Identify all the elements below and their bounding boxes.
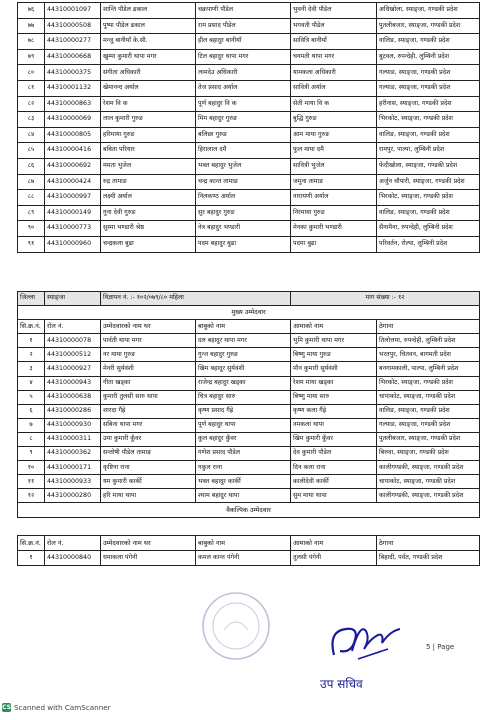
cell-father: खिम बहादुर सुर्यवंशी — [196, 362, 291, 376]
table-row — [18, 34, 480, 50]
cell-sn: १ — [18, 551, 45, 566]
col-header-sn: सि.क्र.नं. — [18, 320, 45, 334]
cell-mother: जमुना तामाङ — [291, 174, 377, 190]
cell-mother: सावित्रि बानीयाँ — [291, 34, 377, 50]
table-row — [18, 80, 480, 96]
col-header-mother: आमाको नाम — [291, 320, 377, 334]
cell-mother: तुलसी पंगेनी — [291, 551, 377, 566]
cell-address: गल्याङ, स्याङ्जा, गण्डकी प्रदेश — [377, 65, 480, 81]
cell-sn: ११ — [18, 475, 45, 489]
cell-father: कृष्ण प्रसाद गैंह्रे — [196, 404, 291, 418]
table-row — [18, 461, 480, 475]
cell-address: फेदीखोला, स्याङ्जा, गण्डकी प्रदेश — [377, 158, 480, 174]
cell-address: कालीगण्डकी, स्याङ्जा, गण्डकी प्रदेश — [377, 489, 480, 503]
table-row — [18, 65, 480, 81]
cell-name: हरिमाया गुरुङ — [101, 127, 196, 143]
table-row — [18, 551, 480, 566]
cell-roll: 44310000927 — [45, 362, 101, 376]
cell-sn: ८७ — [18, 174, 45, 190]
cell-father: मिम बहादुर गुरुङ — [196, 112, 291, 128]
cell-roll: 44310000692 — [45, 158, 101, 174]
cell-sn: ८९ — [18, 205, 45, 221]
cell-address: गल्याङ, स्याङ्जा, गण्डकी प्रदेश — [377, 80, 480, 96]
cell-sn: ७६ — [18, 3, 45, 19]
cell-roll: 44310000512 — [45, 348, 101, 362]
cell-father: श्याम बहादुर थापा — [196, 489, 291, 503]
cell-father: टिल बहादुर थापा मगर — [196, 49, 291, 65]
cell-name: खेमानन्द अर्याल — [101, 80, 196, 96]
cell-roll: 44310000277 — [45, 34, 101, 50]
cell-roll: 44310000362 — [45, 447, 101, 461]
cell-father: पूर्ण बहादुर थापा — [196, 418, 291, 432]
cell-mother: यामकला अधिकारी — [291, 65, 377, 81]
cell-roll: 44310000997 — [45, 190, 101, 206]
table-row — [18, 221, 480, 237]
cell-roll: 44310000311 — [45, 432, 101, 446]
table-row — [18, 404, 480, 418]
camscanner-logo-icon: CS — [2, 704, 11, 711]
cell-roll: 44310000960 — [45, 236, 101, 252]
alternate-candidate-table — [17, 535, 480, 566]
cell-name: पार्वती थापा मगर — [101, 334, 196, 348]
cell-father: चन्द्र कान्त तामाङ — [196, 174, 291, 190]
cell-roll: 44310000424 — [45, 174, 101, 190]
cell-mother: आम माया गुरुङ — [291, 127, 377, 143]
cell-sn: ८ — [18, 432, 45, 446]
cell-father: चित्र बहादुर सारु — [196, 390, 291, 404]
cell-sn: ७९ — [18, 49, 45, 65]
scanner-watermark — [2, 703, 111, 712]
cell-mother: बुद्धि गुरुङ — [291, 112, 377, 128]
cell-mother: कृष्ण कला गैंह्रे — [291, 404, 377, 418]
table-row — [18, 418, 480, 432]
cell-address: परिवर्तन, रोल्पा, लुम्बिनी प्रदेश — [377, 236, 480, 252]
cell-address: भिरकोट, स्याङ्जा, गण्डकी प्रदेश — [377, 376, 480, 390]
cell-address: बुटवल, रुपन्देही, लुम्बिनी प्रदेश — [377, 49, 480, 65]
cell-address: पुतलीबजार, स्याङ्जा, गण्डकी प्रदेश — [377, 18, 480, 34]
cell-sn: ८० — [18, 65, 45, 81]
cell-address: बिहादी, पर्वत, गण्डकी प्रदेश — [377, 551, 480, 566]
cell-address: वालिङ, स्याङ्जा, गण्डकी प्रदेश — [377, 205, 480, 221]
cell-address: हरीनास, स्याङ्जा, गण्डकी प्रदेश — [377, 96, 480, 112]
cell-sn: ९ — [18, 447, 45, 461]
cell-father: भक्त बहादुर भुजेल — [196, 158, 291, 174]
cell-name: मन्जु बानीयाँ के.सी. — [101, 34, 196, 50]
cell-mother: कालीदेवी कार्की — [291, 475, 377, 489]
advert-number: विज्ञापन नं. :- १०२/०७९/८० महिला — [101, 292, 291, 306]
cell-roll: 44310000286 — [45, 404, 101, 418]
cell-father: लामदेउ अधिकारी — [196, 65, 291, 81]
cell-roll: 44310000933 — [45, 475, 101, 489]
cell-sn: ४ — [18, 376, 45, 390]
cell-roll: 44310000930 — [45, 418, 101, 432]
cell-mother: देव कुमारी पौडेल — [291, 447, 377, 461]
cell-mother: बिष्णु माया गुरुङ — [291, 348, 377, 362]
cell-address: भरतपुर, चितवन, बागमती प्रदेश — [377, 348, 480, 362]
col-header-father: बाबुको नाम — [196, 320, 291, 334]
table-row — [18, 49, 480, 65]
cell-father: भक्त बहादुर कार्की — [196, 475, 291, 489]
cell-address: तिलोत्तमा, रुपन्देही, लुम्बिनी प्रदेश — [377, 334, 480, 348]
cell-father: बलिछा गुरुङ — [196, 127, 291, 143]
cell-mother: सेती माया वि क — [291, 96, 377, 112]
table-row — [18, 376, 480, 390]
main-section-row — [18, 306, 480, 320]
cell-roll: 44310000416 — [45, 143, 101, 159]
table-row — [18, 18, 480, 34]
cell-name: खुम्मा कुमारी थापा मगर — [101, 49, 196, 65]
cell-father: सुर बहादुर गुरुङ — [196, 205, 291, 221]
column-header-row — [18, 320, 480, 334]
cell-address: अधिखोला, स्याङ्जा, गण्डकी प्रदेश — [377, 3, 480, 19]
signatory-title: उप सचिव — [320, 677, 363, 691]
table-row — [18, 348, 480, 362]
district-label: जिल्ला — [18, 292, 45, 306]
cell-name: यम कुमारी कार्की — [101, 475, 196, 489]
cell-roll: 44310000773 — [45, 221, 101, 237]
cell-mother: भुवनी देवी पौडेल — [291, 3, 377, 19]
cell-mother: खिम कुमारी कुँवर — [291, 432, 377, 446]
cell-roll: 44310000805 — [45, 127, 101, 143]
cell-father: दल बहादुर थापा मगर — [196, 334, 291, 348]
cell-address: सैनामैना, रुपन्देही, लुम्बिनी प्रदेश — [377, 221, 480, 237]
cell-sn: ८८ — [18, 190, 45, 206]
alt-col-header-father: बाबुको नाम — [196, 536, 291, 551]
cell-roll: 44310000508 — [45, 18, 101, 34]
cell-father: चक्रपाणी पौडेल — [196, 3, 291, 19]
table-row — [18, 362, 480, 376]
cell-name: नर माया गुरुङ — [101, 348, 196, 362]
candidate-table-continued — [17, 2, 480, 253]
cell-father: गणेश प्रसाद पौडेल — [196, 447, 291, 461]
cell-address: गल्याङ, स्याङ्जा, गण्डकी प्रदेश — [377, 418, 480, 432]
cell-name: शारदा गैंह्रे — [101, 404, 196, 418]
cell-father: पूर्ण बहादुर वि क — [196, 96, 291, 112]
cell-mother: नमकला थापा — [291, 418, 377, 432]
cell-father: गुन्ज बहादुर गुरुङ — [196, 348, 291, 362]
cell-sn: ७८ — [18, 34, 45, 50]
cell-roll: 44310000863 — [45, 96, 101, 112]
alt-col-header-sn: सि.क्र.नं. — [18, 536, 45, 551]
cell-roll: 44310000375 — [45, 65, 101, 81]
table-row — [18, 447, 480, 461]
alt-col-header-address: ठेगाना — [377, 536, 480, 551]
table-row — [18, 205, 480, 221]
cell-roll: 44310000840 — [45, 551, 101, 566]
cell-father: हिरालाल दमै — [196, 143, 291, 159]
cell-name: कुमारी तुलसी सारु थापा — [101, 390, 196, 404]
alt-col-header-roll: रोल नं. — [45, 536, 101, 551]
cell-sn: ६ — [18, 404, 45, 418]
cell-father: राजेन्द्र बहादुर खड्का — [196, 376, 291, 390]
cell-mother: दिन कला राना — [291, 461, 377, 475]
cell-name: शान्ति पौडेल ढकाल — [101, 3, 196, 19]
cell-name: गीता खड्का — [101, 376, 196, 390]
alternate-candidates-heading: वैकल्पिक उम्मेदवार — [18, 503, 480, 517]
cell-address: रामपुर, पाल्पा, लुम्बिनी प्रदेश — [377, 143, 480, 159]
cell-roll: 44310000069 — [45, 112, 101, 128]
cell-roll: 44310000171 — [45, 461, 101, 475]
cell-name: गुना देवी गुरुङ — [101, 205, 196, 221]
cell-name: धमाकला पंगेनी — [101, 551, 196, 566]
table-row — [18, 143, 480, 159]
table-row — [18, 127, 480, 143]
cell-sn: ५ — [18, 390, 45, 404]
main-candidates-heading: मुख्य उम्मेदवार — [18, 306, 480, 320]
cell-father: पदम बहादुर बुढा — [196, 236, 291, 252]
district-value: स्याङ्जा — [45, 292, 101, 306]
table-row — [18, 3, 480, 19]
cell-name: उमा कुमारी कुँवर — [101, 432, 196, 446]
cell-sn: ८३ — [18, 112, 45, 128]
cell-mother: रेशम माया खड्का — [291, 376, 377, 390]
cell-father: नेत्र बहादुर भण्डारी — [196, 221, 291, 237]
cell-sn: ८४ — [18, 127, 45, 143]
cell-father: राम प्रसाद पौडेल — [196, 18, 291, 34]
cell-address: बनगामकाली, पाल्पा, लुम्बिनी प्रदेश — [377, 362, 480, 376]
cell-roll: 44310000078 — [45, 334, 101, 348]
cell-mother: मेनका कुमारी भण्डारी — [291, 221, 377, 237]
cell-address: वालिङ, स्याङ्जा, गण्डकी प्रदेश — [377, 34, 480, 50]
cell-address: वालिङ, स्याङ्जा, गण्डकी प्रदेश — [377, 404, 480, 418]
cell-sn: १२ — [18, 489, 45, 503]
cell-name: पुष्पा पौडेल ढकाल — [101, 18, 196, 34]
cell-mother: मौन कुमारी सुर्यवंशी — [291, 362, 377, 376]
cell-address: वालिङ, स्याङ्जा, गण्डकी प्रदेश — [377, 127, 480, 143]
cell-name: हरि माया थापा — [101, 489, 196, 503]
col-header-name: उम्मेदवारको नाम थर — [101, 320, 196, 334]
table-row — [18, 112, 480, 128]
table-row — [18, 158, 480, 174]
cell-sn: ७७ — [18, 18, 45, 34]
cell-name: बबिता परियार — [101, 143, 196, 159]
cell-name: लाल कुमारी गुरुङ — [101, 112, 196, 128]
cell-name: रुद्र तामाङ — [101, 174, 196, 190]
cell-name: मेनरी सुर्यवंशी — [101, 362, 196, 376]
cell-address: चापाकोट, स्याङ्जा, गण्डकी प्रदेश — [377, 475, 480, 489]
cell-father: कुल बहादुर कुँवर — [196, 432, 291, 446]
cell-roll: 44310000280 — [45, 489, 101, 503]
col-header-address: ठेगाना — [377, 320, 480, 334]
cell-name: सन्तोषी पौडेल तामाङ — [101, 447, 196, 461]
cell-sn: ८१ — [18, 80, 45, 96]
demand-count: माग संख्या :- १२ — [291, 292, 480, 306]
cell-sn: ३ — [18, 362, 45, 376]
cell-sn: ८६ — [18, 158, 45, 174]
cell-roll: 44310000638 — [45, 390, 101, 404]
cell-mother: पदमा बुढा — [291, 236, 377, 252]
cell-father: निलकण्ठ अर्याल — [196, 190, 291, 206]
cell-mother: भगवती पौडेल — [291, 18, 377, 34]
cell-address: चापाकोट, स्याङ्जा, गण्डकी प्रदेश — [377, 390, 480, 404]
cell-mother: सावित्री भुजेल — [291, 158, 377, 174]
cell-name: कृष्टिना राना — [101, 461, 196, 475]
table-row — [18, 390, 480, 404]
cell-mother: फुल माया दमै — [291, 143, 377, 159]
cell-address: अर्जुन चौपारी, स्याङ्जा, गण्डकी प्रदेश — [377, 174, 480, 190]
cell-address: कालीगण्डकी, स्याङ्जा, गण्डकी प्रदेश — [377, 461, 480, 475]
cell-mother: सावित्री अर्याल — [291, 80, 377, 96]
cell-name: चन्द्रकला बुढा — [101, 236, 196, 252]
cell-sn: ८५ — [18, 143, 45, 159]
col-header-roll: रोल नं. — [45, 320, 101, 334]
cell-father: गकुल राना — [196, 461, 291, 475]
cell-father: तेज प्रसाद अर्याल — [196, 80, 291, 96]
alt-section-row — [18, 503, 480, 517]
page-number: 5 | Page — [426, 643, 455, 651]
cell-mother: भुमि कुमारी थापा मगर — [291, 334, 377, 348]
cell-name: सुस्मा भण्डारी श्रेष्ठ — [101, 221, 196, 237]
cell-mother: बिष्णु माया सारु — [291, 390, 377, 404]
cell-father: हील बहादुर बानीयाँ — [196, 34, 291, 50]
table-row — [18, 432, 480, 446]
alt-column-header-row — [18, 536, 480, 551]
cell-name: सबिना थापा मगर — [101, 418, 196, 432]
table-row — [18, 96, 480, 112]
cell-address: भिरकोट, स्याङ्जा, गण्डकी प्रदेश — [377, 112, 480, 128]
cell-sn: १० — [18, 461, 45, 475]
cell-address: पुतलीबजार, स्याङ्जा, गण्डकी प्रदेश — [377, 432, 480, 446]
cell-roll: 44310001132 — [45, 80, 101, 96]
cell-sn: २ — [18, 348, 45, 362]
alt-col-header-name: उम्मेदवारको नाम थर — [101, 536, 196, 551]
cell-sn: ८२ — [18, 96, 45, 112]
cell-father: कमल कान्त पंगेनी — [196, 551, 291, 566]
cell-mother: निरमाया गुरुङ — [291, 205, 377, 221]
cell-roll: 44310000149 — [45, 205, 101, 221]
cell-mother: चनमती थापा मगर — [291, 49, 377, 65]
table-row — [18, 174, 480, 190]
cell-sn: ९० — [18, 221, 45, 237]
alt-col-header-mother: आमाको नाम — [291, 536, 377, 551]
cell-roll: 44310000943 — [45, 376, 101, 390]
cell-sn: ९१ — [18, 236, 45, 252]
cell-address: बिरुवा, स्याङ्जा, गण्डकी प्रदेश — [377, 447, 480, 461]
scanner-text: Scanned with CamScanner — [14, 703, 111, 712]
cell-sn: ७ — [18, 418, 45, 432]
cell-name: रेशम वि क — [101, 96, 196, 112]
table-row — [18, 334, 480, 348]
table-row — [18, 489, 480, 503]
cell-name: ममता भुजेल — [101, 158, 196, 174]
cell-sn: १ — [18, 334, 45, 348]
cell-mother: सुम माया थापा — [291, 489, 377, 503]
cell-mother: नारायणी अर्याल — [291, 190, 377, 206]
signature-icon — [306, 615, 416, 675]
official-seal-icon — [200, 590, 272, 662]
cell-name: संगीता अधिकारी — [101, 65, 196, 81]
table-row — [18, 190, 480, 206]
cell-name: लक्ष्मी अर्याल — [101, 190, 196, 206]
advert-header-row — [18, 292, 480, 306]
cell-address: भिरकोट, स्याङ्जा, गण्डकी प्रदेश — [377, 190, 480, 206]
cell-roll: 44310001097 — [45, 3, 101, 19]
advertisement-result-table — [17, 291, 480, 518]
table-row — [18, 475, 480, 489]
cell-roll: 44310000668 — [45, 49, 101, 65]
table-row — [18, 236, 480, 252]
